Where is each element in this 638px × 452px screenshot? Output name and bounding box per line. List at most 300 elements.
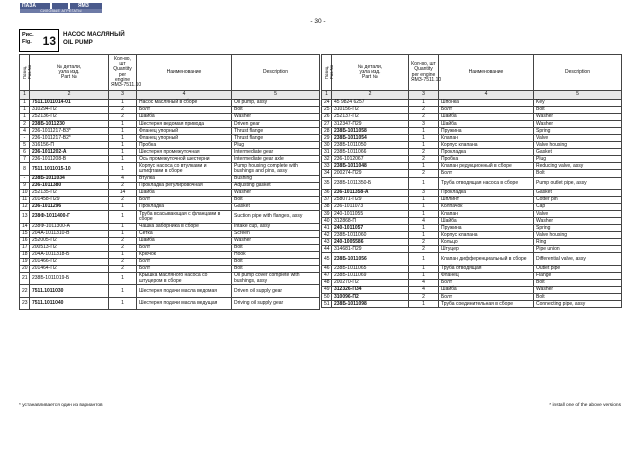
- row-quantity: 2: [409, 114, 439, 121]
- row-quantity: 1: [409, 197, 439, 204]
- col-number: 1: [322, 91, 332, 100]
- row-name-en: Valve housing: [534, 232, 622, 239]
- row-pos: 2: [20, 121, 30, 128]
- row-part-number: 236-1011073: [332, 204, 409, 211]
- row-name-en: Intermediate gear axle: [232, 156, 320, 163]
- row-name-en: Washer: [534, 287, 622, 294]
- row-pos: 9: [20, 182, 30, 189]
- row-name-ru: Штуцер: [439, 246, 534, 253]
- row-name-ru: Шплинт: [439, 197, 534, 204]
- row-quantity: 1: [109, 297, 137, 310]
- row-quantity: 1: [409, 265, 439, 272]
- row-pos: 32: [322, 156, 332, 163]
- row-name-en: Connecting pipe, assy: [534, 301, 622, 308]
- row-part-number: 240-1011055: [332, 211, 409, 218]
- row-pos: 20: [20, 265, 30, 272]
- row-quantity: 1: [109, 285, 137, 298]
- header-pos: Позиц. Pos.No: [322, 55, 332, 91]
- row-name-en: Washer: [232, 237, 320, 244]
- row-quantity: 1: [109, 230, 137, 237]
- table-row: [322, 246, 622, 253]
- row-name-ru: Прокладка: [439, 190, 534, 197]
- row-name-en: Intake cup, assy: [232, 223, 320, 230]
- table-row: [322, 211, 622, 218]
- row-pos: 14: [20, 223, 30, 230]
- row-name-ru: Шайба: [439, 114, 534, 121]
- row-part-number: 238Б-1011069: [332, 272, 409, 279]
- row-pos: 10: [20, 190, 30, 197]
- row-pos: 36: [322, 190, 332, 197]
- col-number: 3: [109, 91, 137, 100]
- row-name-ru: Шайба: [439, 287, 534, 294]
- row-quantity: 1: [109, 251, 137, 258]
- row-name-ru: Болт: [137, 197, 232, 204]
- row-pos: 24: [322, 100, 332, 107]
- table-row: [322, 265, 622, 272]
- row-pos: 51: [322, 301, 332, 308]
- row-part-number: 312347-П29: [332, 121, 409, 128]
- table-row: [322, 232, 622, 239]
- row-quantity: 1: [409, 163, 439, 170]
- table-row: [322, 114, 622, 121]
- row-part-number: 240-1005586: [332, 239, 409, 246]
- row-quantity: 3: [409, 190, 439, 197]
- table-row: [322, 107, 622, 114]
- row-pos: 1: [20, 114, 30, 121]
- row-name-ru: Труба соединительная в сборе: [439, 301, 534, 308]
- logo-tagline: СИЛОВЫЕ АГРЕГАТЫ: [20, 9, 102, 13]
- row-pos: 28: [322, 128, 332, 135]
- row-name-en: Adjusting gasket: [232, 182, 320, 189]
- row-part-number: 236-1011217-В3*: [30, 128, 109, 135]
- row-part-number: 238Б-1011034: [30, 175, 109, 182]
- row-part-number: 201464-П2: [30, 265, 109, 272]
- row-part-number: 238Б-1011019-Б: [30, 272, 109, 285]
- row-pos: 40: [322, 218, 332, 225]
- row-name-ru: Болт: [137, 258, 232, 265]
- row-pos: 1: [20, 100, 30, 107]
- row-name-en: Valve: [534, 135, 622, 142]
- row-quantity: 2: [109, 107, 137, 114]
- table-row: [322, 272, 622, 279]
- row-part-number: 252005-П2: [30, 237, 109, 244]
- row-name-ru: Шестерня промежуточная: [137, 149, 232, 156]
- footnote-en: * install one of the above versions: [549, 403, 621, 408]
- page-title: [63, 31, 125, 47]
- row-name-ru: Прокладка: [439, 149, 534, 156]
- row-part-number: 236-1011296: [30, 204, 109, 211]
- table-row: [20, 142, 320, 149]
- col-number: 4: [137, 91, 232, 100]
- row-part-number: 314681-П29: [332, 246, 409, 253]
- row-pos: 33: [322, 163, 332, 170]
- row-name-en: Ring: [534, 239, 622, 246]
- table-row: [20, 128, 320, 135]
- row-part-number: 238Б-1011048: [332, 163, 409, 170]
- table-row: [20, 258, 320, 265]
- row-quantity: 1: [409, 204, 439, 211]
- row-name-en: Bolt: [534, 170, 622, 177]
- row-quantity: 1: [109, 272, 137, 285]
- row-name-en: Washer: [534, 121, 622, 128]
- figure-label: [22, 32, 34, 45]
- row-name-ru: Пружина: [439, 225, 534, 232]
- table-row: [20, 156, 320, 163]
- row-part-number: 312326-П34: [332, 287, 409, 294]
- table-row: [20, 107, 320, 114]
- table-row: [322, 301, 622, 308]
- row-part-number: 200274-П29: [332, 170, 409, 177]
- row-name-en: Washer: [232, 114, 320, 121]
- row-name-en: Washer: [232, 190, 320, 197]
- row-quantity: 2: [109, 244, 137, 251]
- row-part-number: 201466-П2: [30, 258, 109, 265]
- row-part-number: 204А-1011310-В: [30, 230, 109, 237]
- row-pos: 12: [20, 204, 30, 211]
- row-name-en: Oil pump, assy: [232, 100, 320, 107]
- row-part-number: 310294-П2: [30, 107, 109, 114]
- table-row: [20, 114, 320, 121]
- row-quantity: 2: [109, 258, 137, 265]
- row-name-ru: Колпачок: [439, 204, 534, 211]
- row-name-en: Washer: [534, 114, 622, 121]
- row-part-number: 238Ф-1011400-Г: [30, 211, 109, 224]
- table-row: [20, 230, 320, 237]
- table-row: [20, 237, 320, 244]
- row-pos: 16: [20, 237, 30, 244]
- row-name-ru: Шайба: [137, 237, 232, 244]
- row-name-en: Valve housing: [534, 142, 622, 149]
- table-row: [322, 294, 622, 301]
- row-quantity: 1: [409, 135, 439, 142]
- table-row: [20, 251, 320, 258]
- header-name-ru: Наименование: [439, 55, 534, 91]
- table-row: [20, 297, 320, 310]
- row-quantity: 1: [409, 225, 439, 232]
- table-row: [20, 190, 320, 197]
- row-name-ru: Фланец: [439, 272, 534, 279]
- row-quantity: 2: [409, 294, 439, 301]
- brand-logo: [20, 3, 102, 13]
- col-number: 5: [232, 91, 320, 100]
- row-quantity: 2: [109, 197, 137, 204]
- table-row: [322, 225, 622, 232]
- row-pos: 21: [20, 272, 30, 285]
- row-quantity: 2: [409, 246, 439, 253]
- row-quantity: 2: [409, 156, 439, 163]
- table-row: [20, 121, 320, 128]
- row-name-ru: Болт: [137, 244, 232, 251]
- row-quantity: 1: [409, 301, 439, 308]
- row-part-number: 310156-П2: [332, 107, 409, 114]
- row-quantity: 1: [409, 272, 439, 279]
- table-row: [322, 177, 622, 190]
- row-pos: 17: [20, 244, 30, 251]
- row-pos: 44: [322, 246, 332, 253]
- row-name-en: Gasket: [534, 190, 622, 197]
- row-name-en: Gasket: [534, 149, 622, 156]
- row-quantity: 2: [109, 237, 137, 244]
- header-pos: Позиц. Pos.No: [20, 55, 30, 91]
- row-pos: 47: [322, 272, 332, 279]
- table-row: [322, 253, 622, 266]
- row-quantity: 1: [409, 100, 439, 107]
- row-name-en: Key: [534, 100, 622, 107]
- row-part-number: 45 9824 6257: [332, 100, 409, 107]
- col-number: 4: [439, 91, 534, 100]
- row-part-number: 236-1012067: [332, 156, 409, 163]
- row-name-ru: Шестерня подачи масла ведущая: [137, 297, 232, 310]
- row-quantity: 1: [109, 121, 137, 128]
- row-quantity: 1: [109, 149, 137, 156]
- row-name-ru: Шайба: [439, 218, 534, 225]
- row-name-ru: Втулка: [137, 175, 232, 182]
- row-name-en: Washer: [534, 218, 622, 225]
- row-name-ru: Пробка: [439, 156, 534, 163]
- row-pos: 26: [322, 114, 332, 121]
- row-name-ru: Крючок: [137, 251, 232, 258]
- table-row: [20, 204, 320, 211]
- title-ru: НАСОС МАСЛЯНЫЙ: [63, 31, 125, 38]
- row-part-number: 238Б-1011054: [332, 135, 409, 142]
- row-quantity: 2: [409, 239, 439, 246]
- header-name-ru: Наименование: [137, 55, 232, 91]
- figure-label-text: Рис. Fig.: [22, 32, 34, 45]
- table-row: [322, 163, 622, 170]
- row-part-number: 240-1011057: [332, 225, 409, 232]
- col-number: 2: [332, 91, 409, 100]
- row-name-en: Bushing: [232, 175, 320, 182]
- row-name-en: Spring: [534, 225, 622, 232]
- row-quantity: 1: [109, 204, 137, 211]
- row-pos: 49: [322, 287, 332, 294]
- table-row: [322, 156, 622, 163]
- row-part-number: 236-1011217-В2*: [30, 135, 109, 142]
- row-part-number: 238Б-1011098: [332, 301, 409, 308]
- footnote-ru: * устанавливается один из вариантов: [19, 403, 103, 408]
- row-pos: 37: [322, 197, 332, 204]
- row-name-en: Bolt: [232, 197, 320, 204]
- row-quantity: 1: [109, 128, 137, 135]
- row-part-number: 236-1011202-А: [30, 149, 109, 156]
- row-pos: 34: [322, 170, 332, 177]
- row-part-number: 7511.1011030: [30, 285, 109, 298]
- table-row: [322, 170, 622, 177]
- row-part-number: 7511.1011040: [30, 297, 109, 310]
- row-name-ru: Труба отводящая: [439, 265, 534, 272]
- row-quantity: 1: [109, 135, 137, 142]
- row-pos: 15: [20, 230, 30, 237]
- row-part-number: 7511.1011015-10: [30, 163, 109, 176]
- row-pos: 5: [20, 142, 30, 149]
- table-row: [20, 163, 320, 176]
- row-part-number: 316156-П: [30, 142, 109, 149]
- row-name-en: Suction pipe with flanges, assy: [232, 211, 320, 224]
- row-pos: 29: [322, 135, 332, 142]
- row-name-ru: Шайба: [137, 114, 232, 121]
- row-name-en: Bolt: [534, 280, 622, 287]
- row-quantity: 1: [409, 253, 439, 266]
- row-part-number: 258071-П29: [332, 197, 409, 204]
- row-pos: 18: [20, 251, 30, 258]
- row-part-number: 200513-П2: [30, 244, 109, 251]
- row-name-en: Intermediate gear: [232, 149, 320, 156]
- table-row: [20, 149, 320, 156]
- col-number: 1: [20, 91, 30, 100]
- row-pos: 41: [322, 225, 332, 232]
- row-name-en: Differential valve, assy: [534, 253, 622, 266]
- row-name-ru: Клапан: [439, 135, 534, 142]
- table-row: [322, 218, 622, 225]
- row-pos: 31: [322, 149, 332, 156]
- table-row: [20, 265, 320, 272]
- row-name-ru: Насос масляный в сборе: [137, 100, 232, 107]
- row-name-ru: Болт: [439, 170, 534, 177]
- row-quantity: 1: [409, 128, 439, 135]
- figure-number: 13: [42, 34, 56, 48]
- row-name-ru: Корпус насоса со втулками и штифтами в сборе: [137, 163, 232, 176]
- header-qty: Кол-во, шт Quantity per engine ЯМЗ-7511.10: [409, 55, 439, 91]
- row-name-ru: Шестерня подачи масла ведомая: [137, 285, 232, 298]
- row-part-number: 238Б-1011056: [332, 253, 409, 266]
- row-name-ru: Фланец упорный: [137, 128, 232, 135]
- row-name-en: Flange: [534, 272, 622, 279]
- row-quantity: 1: [109, 163, 137, 176]
- row-pos: 39: [322, 211, 332, 218]
- row-pos: 19: [20, 258, 30, 265]
- row-name-ru: Крышка масляного насоса со штуцером в сборе: [137, 272, 232, 285]
- row-part-number: 312868-П: [332, 218, 409, 225]
- table-row: [322, 280, 622, 287]
- table-row: [20, 285, 320, 298]
- row-name-ru: Болт: [439, 280, 534, 287]
- row-name-ru: Фланец упорный: [137, 135, 232, 142]
- row-name-en: Hook: [232, 251, 320, 258]
- row-name-ru: Труба всасывающая с фланцами в сборе: [137, 211, 232, 224]
- row-quantity: 2: [409, 170, 439, 177]
- row-name-ru: Клапан дифференциальный в сборе: [439, 253, 534, 266]
- logo-text-right: ЯМЗ: [78, 3, 89, 9]
- row-part-number: 236-1011380: [30, 182, 109, 189]
- row-part-number: 201458-П29: [30, 197, 109, 204]
- row-pos: 35: [322, 177, 332, 190]
- row-name-ru: Болт: [439, 294, 534, 301]
- row-quantity: 3: [409, 121, 439, 128]
- row-name-en: Bolt: [534, 294, 622, 301]
- row-name-en: Oil pump cover complete with bushings, assy: [232, 272, 320, 285]
- header-name-en: Description: [534, 55, 622, 91]
- row-name-en: Plug: [534, 156, 622, 163]
- row-part-number: 238Б-1011350-Б: [332, 177, 409, 190]
- row-name-en: Plug: [232, 142, 320, 149]
- row-name-en: Pipe union: [534, 246, 622, 253]
- page-number: - 30 -: [310, 18, 326, 25]
- row-name-ru: Прокладка регулировочная: [137, 182, 232, 189]
- row-quantity: 2: [109, 114, 137, 121]
- row-quantity: 1: [109, 223, 137, 230]
- table-row: [322, 287, 622, 294]
- row-part-number: 238Ф-1011300-А: [30, 223, 109, 230]
- row-quantity: 1: [409, 232, 439, 239]
- row-name-ru: Клапан редукционный в сборе: [439, 163, 534, 170]
- row-name-ru: Шайба: [439, 121, 534, 128]
- row-name-en: Thrust flange: [232, 128, 320, 135]
- row-name-en: Screen: [232, 230, 320, 237]
- row-part-number: 238Б-1011066: [332, 149, 409, 156]
- col-number: 2: [30, 91, 109, 100]
- row-part-number: 252136-П2: [30, 114, 109, 121]
- row-quantity: 4: [409, 280, 439, 287]
- row-quantity: 1: [409, 142, 439, 149]
- table-row: [322, 135, 622, 142]
- row-part-number: 238Б-1011058: [332, 128, 409, 135]
- table-row: [322, 142, 622, 149]
- row-name-ru: Пружина: [439, 128, 534, 135]
- table-row: [322, 239, 622, 246]
- row-name-ru: Прокладка: [137, 204, 232, 211]
- row-quantity: 2: [109, 182, 137, 189]
- row-pos: 1: [20, 107, 30, 114]
- row-name-en: Gasket: [232, 204, 320, 211]
- row-quantity: 2: [409, 149, 439, 156]
- row-pos: 22: [20, 285, 30, 298]
- row-part-number: 204А-1011318-Б: [30, 251, 109, 258]
- header-part: № детали, узла изд. Part №: [332, 55, 409, 91]
- row-pos: 7: [20, 156, 30, 163]
- row-name-ru: Труба отводящая насоса в сборе: [439, 177, 534, 190]
- table-row: [20, 211, 320, 224]
- row-quantity: 1: [409, 177, 439, 190]
- header-part: № детали, узла изд. Part №: [30, 55, 109, 91]
- row-name-en: Pump outlet pipe, assy: [534, 177, 622, 190]
- col-number: 5: [534, 91, 622, 100]
- row-pos: 25: [322, 107, 332, 114]
- row-name-en: Cap: [534, 204, 622, 211]
- row-name-ru: Клапан: [439, 211, 534, 218]
- row-part-number: 236-1011208-В: [30, 156, 109, 163]
- table-row: [322, 149, 622, 156]
- row-quantity: 1: [409, 211, 439, 218]
- table-row: [322, 197, 622, 204]
- row-name-en: Bolt: [232, 244, 320, 251]
- row-name-ru: Чашка заборника в сборе: [137, 223, 232, 230]
- row-pos: 4: [20, 128, 30, 135]
- row-name-en: Bolt: [534, 107, 622, 114]
- row-part-number: 238Б-1011060: [332, 232, 409, 239]
- row-name-ru: Пробка: [137, 142, 232, 149]
- row-part-number: 252137-П2: [332, 114, 409, 121]
- row-name-en: Bolt: [232, 107, 320, 114]
- parts-rows-right: [322, 100, 622, 308]
- row-quantity: 4: [409, 287, 439, 294]
- row-pos: 11: [20, 197, 30, 204]
- row-quantity: 1: [109, 142, 137, 149]
- row-name-en: Bolt: [232, 265, 320, 272]
- row-pos: 27: [322, 121, 332, 128]
- row-part-number: 238Б-1011230: [30, 121, 109, 128]
- table-row: [20, 100, 320, 107]
- title-en: OIL PUMP: [63, 39, 93, 46]
- header-qty: Кол-во, шт Quantity per engine ЯМЗ-7511.10: [109, 55, 137, 91]
- table-row: [322, 121, 622, 128]
- parts-rows-left: [20, 100, 320, 310]
- row-pos: 13: [20, 211, 30, 224]
- row-part-number: 310096-П2: [332, 294, 409, 301]
- row-part-number: 238Б-1011065: [332, 265, 409, 272]
- row-pos: 48: [322, 280, 332, 287]
- row-quantity: 2: [409, 107, 439, 114]
- row-quantity: 4: [109, 175, 137, 182]
